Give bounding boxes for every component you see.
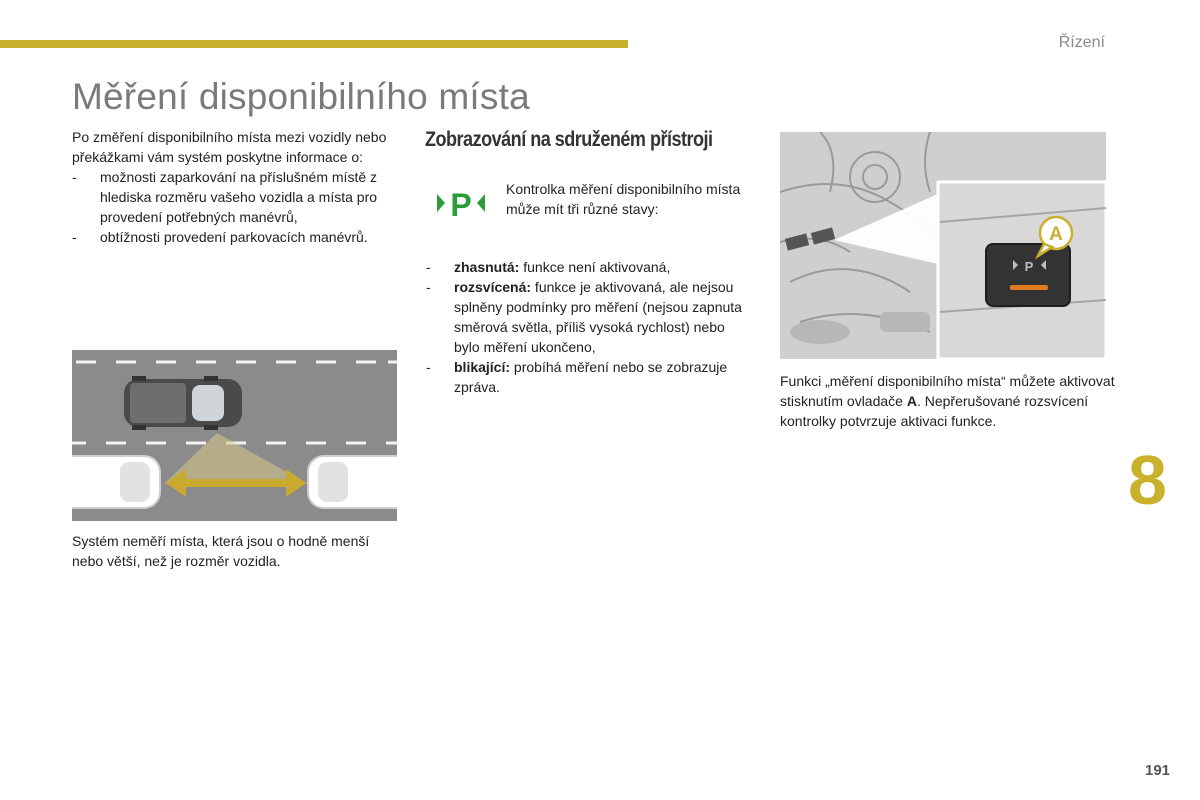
display-heading: Zobrazování na sdruženém přístroji [425, 128, 713, 151]
state-text: funkce je aktivovaná, ale nejsou splněny podmínky pro měření (nejsou zapnuta směrová světla, příliš vysoká rychlost) nebo bylo měření ukončeno, [454, 279, 742, 355]
control-caption [780, 371, 1120, 431]
state-label: rozsvícená: [454, 279, 532, 295]
list-item: - možnosti zaparkování na příslušném místě z hlediska rozměru vašeho vozidla a místa pro provedení potřebných manévrů, [72, 167, 402, 227]
section-label: Řízení [1058, 34, 1105, 51]
intro-block [72, 127, 402, 247]
state-item [426, 357, 746, 397]
state-item [426, 257, 746, 277]
intro-text: Po změření disponibilního místa mezi vozidly nebo překážkami vám systém poskytne informace o: [72, 129, 387, 165]
road-caption: Systém neměří místa, která jsou o hodně menší nebo větší, než je rozměr vozidla. [72, 533, 370, 569]
dashboard-control-illustration [780, 132, 1106, 359]
park-assist-indicator-icon [435, 186, 487, 220]
header-accent-bar [0, 40, 628, 48]
page-title: Měření disponibilního místa [72, 76, 530, 117]
indicator-states [426, 257, 746, 397]
caption-text-2: . Nepřerušované rozsvícení kontrolky potvrzuje aktivaci funkce. [780, 393, 1089, 429]
caption-bold: A [906, 393, 917, 409]
indicator-text: Kontrolka měření disponibilního místa může mít tři různé stavy: [506, 181, 741, 217]
svg-text:P: P [450, 187, 472, 220]
state-label: blikající: [454, 359, 511, 375]
callout-label: A [1049, 224, 1063, 245]
state-text: probíhá měření nebo se zobrazuje zpráva. [454, 359, 728, 395]
state-text: funkce není aktivovaná, [519, 259, 671, 275]
state-label: zhasnutá: [454, 259, 520, 275]
caption-text-1: Funkci „měření disponibilního místa“ můžete aktivovat stisknutím ovladače [780, 373, 1115, 409]
list-item: - obtížnosti provedení parkovacích manévrů. [72, 227, 402, 247]
intro-list [72, 167, 402, 247]
parking-space-illustration [72, 350, 397, 521]
state-item [426, 277, 746, 357]
page-number: 191 [1145, 762, 1171, 779]
chapter-number: 8 [1128, 441, 1167, 519]
svg-text:P: P [1024, 259, 1034, 274]
